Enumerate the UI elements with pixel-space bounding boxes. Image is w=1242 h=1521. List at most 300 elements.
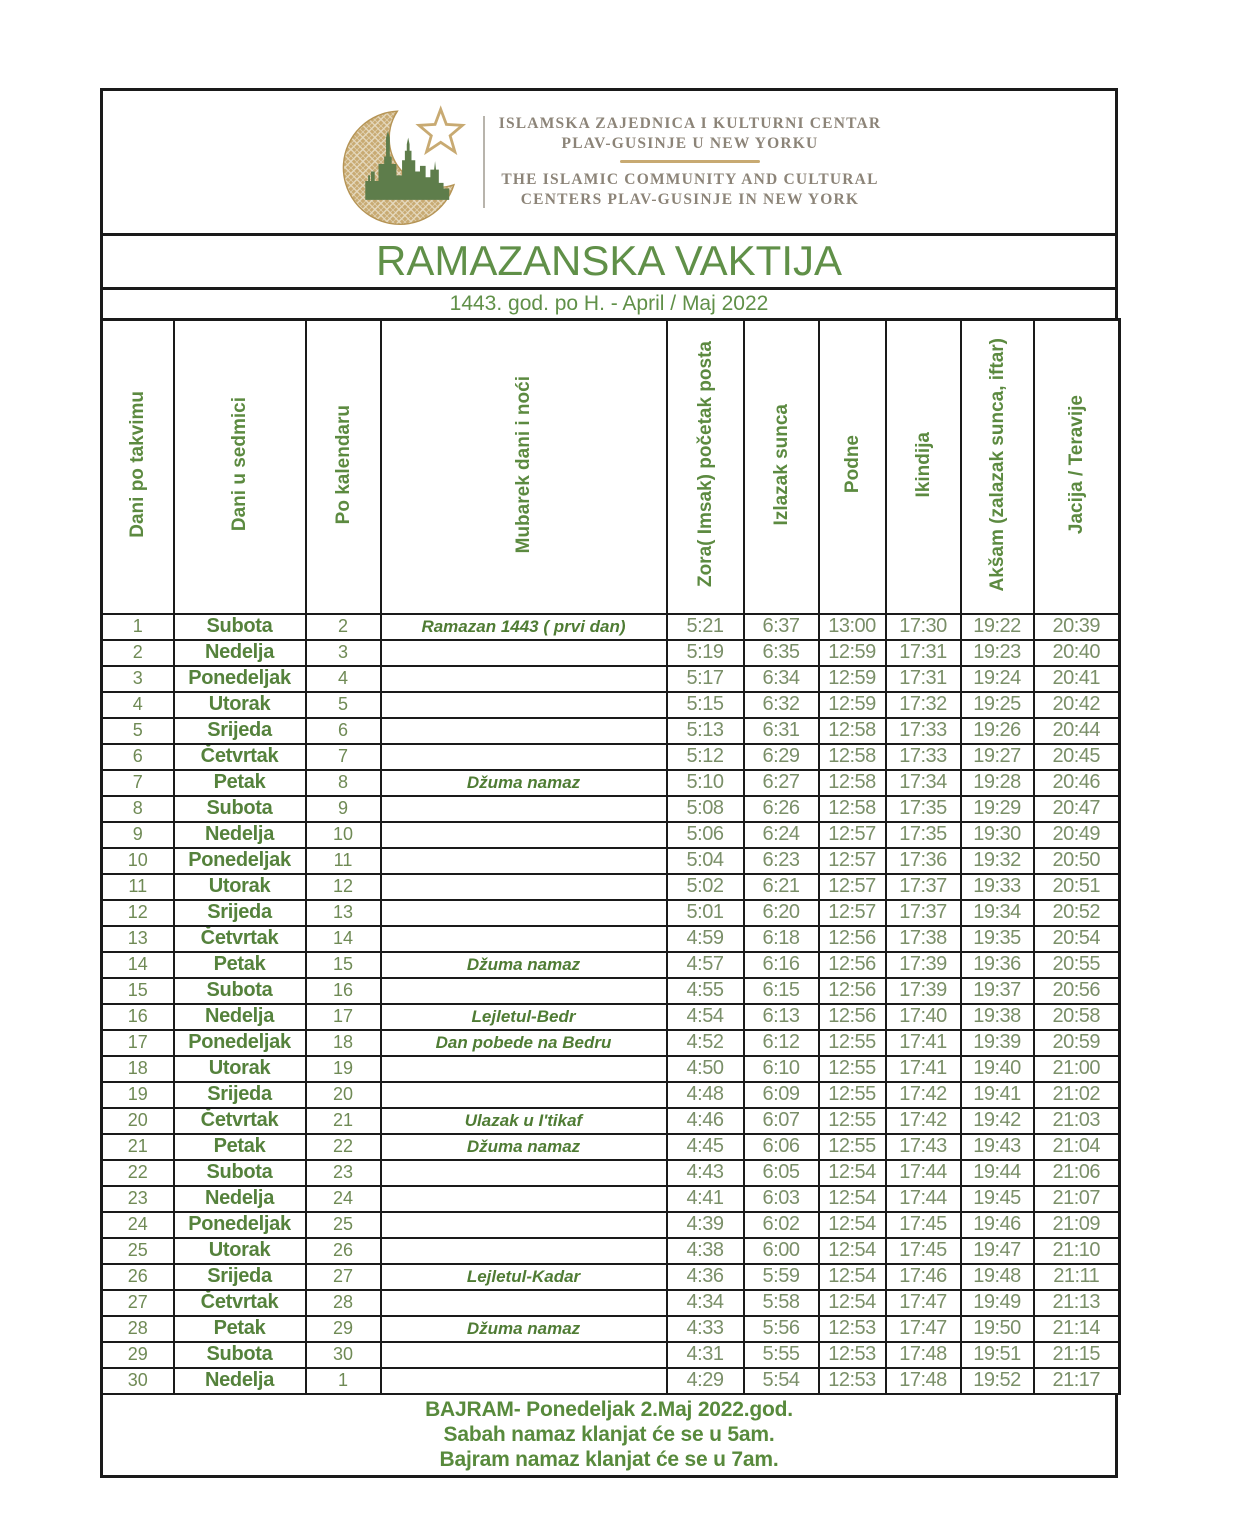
time-cell-izlazak-sunca: 6:16 xyxy=(744,952,819,978)
time-cell-izlazak-sunca: 6:13 xyxy=(744,1004,819,1030)
bajram-notice-line: Sabah namaz klanjat će se u 5am. xyxy=(443,1422,775,1446)
time-cell-jacija-teravije: 21:03 xyxy=(1034,1108,1120,1134)
table-row xyxy=(102,1004,1120,1030)
day-number-cell: 23 xyxy=(102,1186,174,1212)
time-cell-podne: 13:00 xyxy=(819,614,886,640)
time-cell-izlazak-sunca: 6:02 xyxy=(744,1212,819,1238)
org-gold-divider xyxy=(620,160,760,163)
weekday-cell: Petak xyxy=(174,770,306,796)
vaktija-table-body xyxy=(102,614,1120,1394)
time-cell-jacija-teravije: 20:45 xyxy=(1034,744,1120,770)
table-row xyxy=(102,640,1120,666)
calendar-date-cell: 4 xyxy=(306,666,381,692)
time-cell-ikindija: 17:35 xyxy=(886,822,961,848)
time-cell-aksam: 19:38 xyxy=(961,1004,1034,1030)
calendar-date-cell: 19 xyxy=(306,1056,381,1082)
time-cell-izlazak-sunca: 6:24 xyxy=(744,822,819,848)
calendar-date-cell: 3 xyxy=(306,640,381,666)
mubarek-note-cell xyxy=(381,874,667,900)
weekday-cell: Petak xyxy=(174,952,306,978)
time-cell-zora-imsak: 5:04 xyxy=(667,848,744,874)
time-cell-izlazak-sunca: 6:34 xyxy=(744,666,819,692)
weekday-cell: Utorak xyxy=(174,692,306,718)
day-number-cell: 20 xyxy=(102,1108,174,1134)
time-cell-jacija-teravije: 20:56 xyxy=(1034,978,1120,1004)
time-cell-aksam: 19:47 xyxy=(961,1238,1034,1264)
time-cell-podne: 12:56 xyxy=(819,952,886,978)
day-number-cell: 25 xyxy=(102,1238,174,1264)
time-cell-podne: 12:53 xyxy=(819,1342,886,1368)
time-cell-jacija-teravije: 21:09 xyxy=(1034,1212,1120,1238)
column-header-label: Zora( Imsak) početak posta xyxy=(694,341,716,588)
time-cell-podne: 12:54 xyxy=(819,1264,886,1290)
mubarek-note-cell: Lejletul-Bedr xyxy=(381,1004,667,1030)
weekday-cell: Subota xyxy=(174,796,306,822)
calendar-date-cell: 29 xyxy=(306,1316,381,1342)
table-row xyxy=(102,718,1120,744)
mubarek-note-cell xyxy=(381,1212,667,1238)
time-cell-aksam: 19:24 xyxy=(961,666,1034,692)
weekday-cell: Četvrtak xyxy=(174,744,306,770)
time-cell-aksam: 19:25 xyxy=(961,692,1034,718)
weekday-cell: Petak xyxy=(174,1316,306,1342)
day-number-cell: 4 xyxy=(102,692,174,718)
column-header-label: Jacija / Teravije xyxy=(1065,394,1087,534)
time-cell-izlazak-sunca: 6:10 xyxy=(744,1056,819,1082)
time-cell-izlazak-sunca: 6:29 xyxy=(744,744,819,770)
org-logo xyxy=(337,101,469,227)
table-row xyxy=(102,1212,1120,1238)
calendar-date-cell: 21 xyxy=(306,1108,381,1134)
time-cell-ikindija: 17:45 xyxy=(886,1212,961,1238)
column-header-label: Podne xyxy=(841,435,863,494)
weekday-cell: Četvrtak xyxy=(174,1108,306,1134)
time-cell-podne: 12:58 xyxy=(819,744,886,770)
time-cell-jacija-teravije: 21:10 xyxy=(1034,1238,1120,1264)
time-cell-izlazak-sunca: 6:35 xyxy=(744,640,819,666)
time-cell-jacija-teravije: 20:59 xyxy=(1034,1030,1120,1056)
time-cell-zora-imsak: 4:46 xyxy=(667,1108,744,1134)
mubarek-note-cell: Džuma namaz xyxy=(381,770,667,796)
time-cell-zora-imsak: 4:55 xyxy=(667,978,744,1004)
calendar-date-cell: 10 xyxy=(306,822,381,848)
table-row xyxy=(102,1316,1120,1342)
table-row xyxy=(102,692,1120,718)
time-cell-aksam: 19:23 xyxy=(961,640,1034,666)
day-number-cell: 8 xyxy=(102,796,174,822)
mubarek-note-cell xyxy=(381,1056,667,1082)
mubarek-note-cell: Ramazan 1443 ( prvi dan) xyxy=(381,614,667,640)
mubarek-note-cell xyxy=(381,744,667,770)
time-cell-podne: 12:54 xyxy=(819,1238,886,1264)
time-cell-aksam: 19:40 xyxy=(961,1056,1034,1082)
time-cell-izlazak-sunca: 6:18 xyxy=(744,926,819,952)
time-cell-izlazak-sunca: 6:31 xyxy=(744,718,819,744)
column-header-po-kalendaru xyxy=(306,320,381,614)
time-cell-ikindija: 17:30 xyxy=(886,614,961,640)
time-cell-izlazak-sunca: 6:15 xyxy=(744,978,819,1004)
day-number-cell: 28 xyxy=(102,1316,174,1342)
time-cell-ikindija: 17:39 xyxy=(886,952,961,978)
calendar-date-cell: 14 xyxy=(306,926,381,952)
day-number-cell: 16 xyxy=(102,1004,174,1030)
time-cell-aksam: 19:42 xyxy=(961,1108,1034,1134)
day-number-cell: 17 xyxy=(102,1030,174,1056)
time-cell-jacija-teravije: 21:04 xyxy=(1034,1134,1120,1160)
mubarek-note-cell xyxy=(381,978,667,1004)
column-header-dani-po-takvimu xyxy=(102,320,174,614)
mubarek-note-cell xyxy=(381,848,667,874)
calendar-date-cell: 26 xyxy=(306,1238,381,1264)
mubarek-note-cell xyxy=(381,640,667,666)
time-cell-zora-imsak: 4:31 xyxy=(667,1342,744,1368)
time-cell-ikindija: 17:48 xyxy=(886,1368,961,1394)
time-cell-jacija-teravije: 21:17 xyxy=(1034,1368,1120,1394)
time-cell-zora-imsak: 4:38 xyxy=(667,1238,744,1264)
column-header-dani-u-sedmici xyxy=(174,320,306,614)
time-cell-ikindija: 17:37 xyxy=(886,900,961,926)
weekday-cell: Srijeda xyxy=(174,718,306,744)
table-row xyxy=(102,1368,1120,1394)
weekday-cell: Petak xyxy=(174,1134,306,1160)
calendar-date-cell: 13 xyxy=(306,900,381,926)
time-cell-jacija-teravije: 20:52 xyxy=(1034,900,1120,926)
calendar-date-cell: 5 xyxy=(306,692,381,718)
calendar-date-cell: 18 xyxy=(306,1030,381,1056)
weekday-cell: Utorak xyxy=(174,1056,306,1082)
table-row xyxy=(102,978,1120,1004)
weekday-cell: Subota xyxy=(174,614,306,640)
time-cell-zora-imsak: 5:21 xyxy=(667,614,744,640)
weekday-cell: Ponedeljak xyxy=(174,1212,306,1238)
time-cell-zora-imsak: 5:19 xyxy=(667,640,744,666)
day-number-cell: 3 xyxy=(102,666,174,692)
mubarek-note-cell: Lejletul-Kadar xyxy=(381,1264,667,1290)
table-row xyxy=(102,822,1120,848)
time-cell-izlazak-sunca: 6:20 xyxy=(744,900,819,926)
table-row xyxy=(102,848,1120,874)
time-cell-ikindija: 17:31 xyxy=(886,640,961,666)
calendar-date-cell: 2 xyxy=(306,614,381,640)
mubarek-note-cell xyxy=(381,1342,667,1368)
time-cell-podne: 12:58 xyxy=(819,718,886,744)
table-row xyxy=(102,900,1120,926)
time-cell-jacija-teravije: 21:06 xyxy=(1034,1160,1120,1186)
time-cell-ikindija: 17:43 xyxy=(886,1134,961,1160)
time-cell-zora-imsak: 4:48 xyxy=(667,1082,744,1108)
time-cell-jacija-teravije: 20:46 xyxy=(1034,770,1120,796)
table-row xyxy=(102,1134,1120,1160)
time-cell-jacija-teravije: 20:58 xyxy=(1034,1004,1120,1030)
weekday-cell: Četvrtak xyxy=(174,926,306,952)
mubarek-note-cell xyxy=(381,1290,667,1316)
table-row xyxy=(102,1082,1120,1108)
bajram-notice xyxy=(100,1395,1118,1478)
time-cell-aksam: 19:45 xyxy=(961,1186,1034,1212)
time-cell-aksam: 19:44 xyxy=(961,1160,1034,1186)
org-name-block xyxy=(499,114,882,210)
time-cell-podne: 12:58 xyxy=(819,796,886,822)
time-cell-podne: 12:53 xyxy=(819,1316,886,1342)
time-cell-ikindija: 17:42 xyxy=(886,1108,961,1134)
time-cell-podne: 12:57 xyxy=(819,822,886,848)
time-cell-podne: 12:56 xyxy=(819,926,886,952)
day-number-cell: 14 xyxy=(102,952,174,978)
time-cell-aksam: 19:49 xyxy=(961,1290,1034,1316)
time-cell-podne: 12:54 xyxy=(819,1212,886,1238)
time-cell-aksam: 19:39 xyxy=(961,1030,1034,1056)
weekday-cell: Četvrtak xyxy=(174,1290,306,1316)
time-cell-jacija-teravije: 20:39 xyxy=(1034,614,1120,640)
bajram-notice-line: BAJRAM- Ponedeljak 2.Maj 2022.god. xyxy=(425,1397,793,1421)
calendar-date-cell: 20 xyxy=(306,1082,381,1108)
weekday-cell: Subota xyxy=(174,978,306,1004)
mubarek-note-cell: Džuma namaz xyxy=(381,1134,667,1160)
time-cell-zora-imsak: 5:10 xyxy=(667,770,744,796)
weekday-cell: Utorak xyxy=(174,874,306,900)
calendar-date-cell: 16 xyxy=(306,978,381,1004)
time-cell-zora-imsak: 4:34 xyxy=(667,1290,744,1316)
time-cell-podne: 12:59 xyxy=(819,692,886,718)
time-cell-izlazak-sunca: 5:55 xyxy=(744,1342,819,1368)
weekday-cell: Ponedeljak xyxy=(174,1030,306,1056)
time-cell-jacija-teravije: 20:54 xyxy=(1034,926,1120,952)
time-cell-ikindija: 17:40 xyxy=(886,1004,961,1030)
table-row xyxy=(102,1290,1120,1316)
mubarek-note-cell xyxy=(381,1186,667,1212)
column-header-mubarek-dani xyxy=(381,320,667,614)
time-cell-jacija-teravije: 21:07 xyxy=(1034,1186,1120,1212)
day-number-cell: 19 xyxy=(102,1082,174,1108)
weekday-cell: Nedelja xyxy=(174,822,306,848)
time-cell-aksam: 19:28 xyxy=(961,770,1034,796)
vaktija-sheet xyxy=(100,88,1118,1478)
time-cell-zora-imsak: 4:43 xyxy=(667,1160,744,1186)
time-cell-podne: 12:57 xyxy=(819,900,886,926)
time-cell-jacija-teravije: 20:50 xyxy=(1034,848,1120,874)
time-cell-podne: 12:59 xyxy=(819,640,886,666)
calendar-date-cell: 8 xyxy=(306,770,381,796)
table-row xyxy=(102,952,1120,978)
column-header-label: Po kalendaru xyxy=(332,404,354,524)
mubarek-note-cell xyxy=(381,796,667,822)
time-cell-izlazak-sunca: 6:05 xyxy=(744,1160,819,1186)
calendar-date-cell: 1 xyxy=(306,1368,381,1394)
time-cell-podne: 12:54 xyxy=(819,1186,886,1212)
time-cell-jacija-teravije: 20:44 xyxy=(1034,718,1120,744)
table-row xyxy=(102,796,1120,822)
time-cell-izlazak-sunca: 5:58 xyxy=(744,1290,819,1316)
mubarek-note-cell xyxy=(381,1160,667,1186)
org-header xyxy=(100,88,1118,233)
time-cell-podne: 12:55 xyxy=(819,1056,886,1082)
table-row xyxy=(102,744,1120,770)
time-cell-aksam: 19:29 xyxy=(961,796,1034,822)
time-cell-jacija-teravije: 21:14 xyxy=(1034,1316,1120,1342)
time-cell-ikindija: 17:37 xyxy=(886,874,961,900)
time-cell-podne: 12:56 xyxy=(819,978,886,1004)
time-cell-jacija-teravije: 21:11 xyxy=(1034,1264,1120,1290)
time-cell-jacija-teravije: 20:40 xyxy=(1034,640,1120,666)
mubarek-note-cell: Džuma namaz xyxy=(381,952,667,978)
column-header-jacija-teravije xyxy=(1034,320,1120,614)
time-cell-jacija-teravije: 21:00 xyxy=(1034,1056,1120,1082)
org-name-english-line2: CENTERS PLAV-GUSINJE IN NEW YORK xyxy=(520,191,860,208)
day-number-cell: 9 xyxy=(102,822,174,848)
time-cell-aksam: 19:27 xyxy=(961,744,1034,770)
time-cell-ikindija: 17:34 xyxy=(886,770,961,796)
time-cell-zora-imsak: 4:57 xyxy=(667,952,744,978)
mubarek-note-cell xyxy=(381,692,667,718)
time-cell-zora-imsak: 4:29 xyxy=(667,1368,744,1394)
time-cell-aksam: 19:43 xyxy=(961,1134,1034,1160)
time-cell-podne: 12:57 xyxy=(819,874,886,900)
org-name-bosnian-line2: PLAV-GUSINJE U NEW YORKU xyxy=(561,135,819,152)
time-cell-izlazak-sunca: 5:56 xyxy=(744,1316,819,1342)
day-number-cell: 13 xyxy=(102,926,174,952)
calendar-date-cell: 6 xyxy=(306,718,381,744)
time-cell-zora-imsak: 4:54 xyxy=(667,1004,744,1030)
day-number-cell: 26 xyxy=(102,1264,174,1290)
column-header-label: Izlazak sunca xyxy=(770,403,792,525)
mubarek-note-cell xyxy=(381,1238,667,1264)
time-cell-izlazak-sunca: 6:09 xyxy=(744,1082,819,1108)
time-cell-zora-imsak: 5:15 xyxy=(667,692,744,718)
time-cell-aksam: 19:51 xyxy=(961,1342,1034,1368)
time-cell-zora-imsak: 5:13 xyxy=(667,718,744,744)
time-cell-ikindija: 17:32 xyxy=(886,692,961,718)
time-cell-izlazak-sunca: 6:26 xyxy=(744,796,819,822)
time-cell-ikindija: 17:47 xyxy=(886,1290,961,1316)
time-cell-podne: 12:53 xyxy=(819,1368,886,1394)
day-number-cell: 22 xyxy=(102,1160,174,1186)
time-cell-zora-imsak: 5:17 xyxy=(667,666,744,692)
calendar-date-cell: 11 xyxy=(306,848,381,874)
weekday-cell: Srijeda xyxy=(174,1082,306,1108)
day-number-cell: 24 xyxy=(102,1212,174,1238)
day-number-cell: 27 xyxy=(102,1290,174,1316)
time-cell-ikindija: 17:33 xyxy=(886,744,961,770)
time-cell-izlazak-sunca: 6:21 xyxy=(744,874,819,900)
time-cell-podne: 12:55 xyxy=(819,1134,886,1160)
time-cell-aksam: 19:33 xyxy=(961,874,1034,900)
day-number-cell: 18 xyxy=(102,1056,174,1082)
weekday-cell: Subota xyxy=(174,1160,306,1186)
time-cell-zora-imsak: 5:02 xyxy=(667,874,744,900)
page-title: RAMAZANSKA VAKTIJA xyxy=(100,233,1118,287)
calendar-date-cell: 30 xyxy=(306,1342,381,1368)
time-cell-podne: 12:58 xyxy=(819,770,886,796)
time-cell-jacija-teravije: 20:42 xyxy=(1034,692,1120,718)
calendar-date-cell: 15 xyxy=(306,952,381,978)
time-cell-ikindija: 17:33 xyxy=(886,718,961,744)
column-header-aksam xyxy=(961,320,1034,614)
time-cell-izlazak-sunca: 6:27 xyxy=(744,770,819,796)
time-cell-zora-imsak: 4:36 xyxy=(667,1264,744,1290)
time-cell-zora-imsak: 4:41 xyxy=(667,1186,744,1212)
mubarek-note-cell xyxy=(381,718,667,744)
time-cell-ikindija: 17:48 xyxy=(886,1342,961,1368)
table-row xyxy=(102,926,1120,952)
time-cell-zora-imsak: 4:39 xyxy=(667,1212,744,1238)
day-number-cell: 2 xyxy=(102,640,174,666)
table-row xyxy=(102,1342,1120,1368)
calendar-date-cell: 17 xyxy=(306,1004,381,1030)
time-cell-podne: 12:55 xyxy=(819,1108,886,1134)
mubarek-note-cell xyxy=(381,822,667,848)
time-cell-izlazak-sunca: 6:37 xyxy=(744,614,819,640)
mubarek-note-cell xyxy=(381,900,667,926)
column-header-label: Dani po takvimu xyxy=(127,390,149,538)
time-cell-jacija-teravije: 20:55 xyxy=(1034,952,1120,978)
time-cell-ikindija: 17:38 xyxy=(886,926,961,952)
calendar-date-cell: 28 xyxy=(306,1290,381,1316)
column-header-label: Dani u sedmici xyxy=(229,397,250,532)
time-cell-aksam: 19:41 xyxy=(961,1082,1034,1108)
time-cell-jacija-teravije: 20:51 xyxy=(1034,874,1120,900)
day-number-cell: 11 xyxy=(102,874,174,900)
time-cell-aksam: 19:30 xyxy=(961,822,1034,848)
time-cell-ikindija: 17:41 xyxy=(886,1030,961,1056)
mubarek-note-cell xyxy=(381,926,667,952)
time-cell-podne: 12:54 xyxy=(819,1160,886,1186)
time-cell-ikindija: 17:39 xyxy=(886,978,961,1004)
table-row xyxy=(102,1108,1120,1134)
time-cell-zora-imsak: 5:08 xyxy=(667,796,744,822)
time-cell-podne: 12:56 xyxy=(819,1004,886,1030)
time-cell-zora-imsak: 5:01 xyxy=(667,900,744,926)
table-row xyxy=(102,1056,1120,1082)
time-cell-zora-imsak: 4:52 xyxy=(667,1030,744,1056)
mubarek-note-cell: Džuma namaz xyxy=(381,1316,667,1342)
column-header-zora-imsak xyxy=(667,320,744,614)
time-cell-ikindija: 17:31 xyxy=(886,666,961,692)
time-cell-aksam: 19:32 xyxy=(961,848,1034,874)
time-cell-ikindija: 17:44 xyxy=(886,1186,961,1212)
calendar-date-cell: 7 xyxy=(306,744,381,770)
weekday-cell: Utorak xyxy=(174,1238,306,1264)
day-number-cell: 6 xyxy=(102,744,174,770)
calendar-date-cell: 12 xyxy=(306,874,381,900)
time-cell-izlazak-sunca: 5:54 xyxy=(744,1368,819,1394)
org-name-english-line1: THE ISLAMIC COMMUNITY AND CULTURAL xyxy=(501,171,879,188)
time-cell-podne: 12:54 xyxy=(819,1290,886,1316)
time-cell-jacija-teravije: 21:15 xyxy=(1034,1342,1120,1368)
calendar-date-cell: 27 xyxy=(306,1264,381,1290)
day-number-cell: 5 xyxy=(102,718,174,744)
time-cell-aksam: 19:48 xyxy=(961,1264,1034,1290)
column-header-izlazak-sunca xyxy=(744,320,819,614)
time-cell-izlazak-sunca: 6:03 xyxy=(744,1186,819,1212)
calendar-date-cell: 23 xyxy=(306,1160,381,1186)
column-header-label: Akšam (zalazak sunca, iftar) xyxy=(986,337,1008,591)
weekday-cell: Nedelja xyxy=(174,640,306,666)
day-number-cell: 10 xyxy=(102,848,174,874)
time-cell-izlazak-sunca: 6:07 xyxy=(744,1108,819,1134)
time-cell-ikindija: 17:35 xyxy=(886,796,961,822)
time-cell-aksam: 19:22 xyxy=(961,614,1034,640)
time-cell-jacija-teravije: 20:49 xyxy=(1034,822,1120,848)
time-cell-ikindija: 17:44 xyxy=(886,1160,961,1186)
weekday-cell: Srijeda xyxy=(174,900,306,926)
weekday-cell: Ponedeljak xyxy=(174,848,306,874)
time-cell-izlazak-sunca: 6:32 xyxy=(744,692,819,718)
time-cell-aksam: 19:26 xyxy=(961,718,1034,744)
time-cell-jacija-teravije: 21:02 xyxy=(1034,1082,1120,1108)
time-cell-izlazak-sunca: 6:00 xyxy=(744,1238,819,1264)
day-number-cell: 7 xyxy=(102,770,174,796)
day-number-cell: 15 xyxy=(102,978,174,1004)
